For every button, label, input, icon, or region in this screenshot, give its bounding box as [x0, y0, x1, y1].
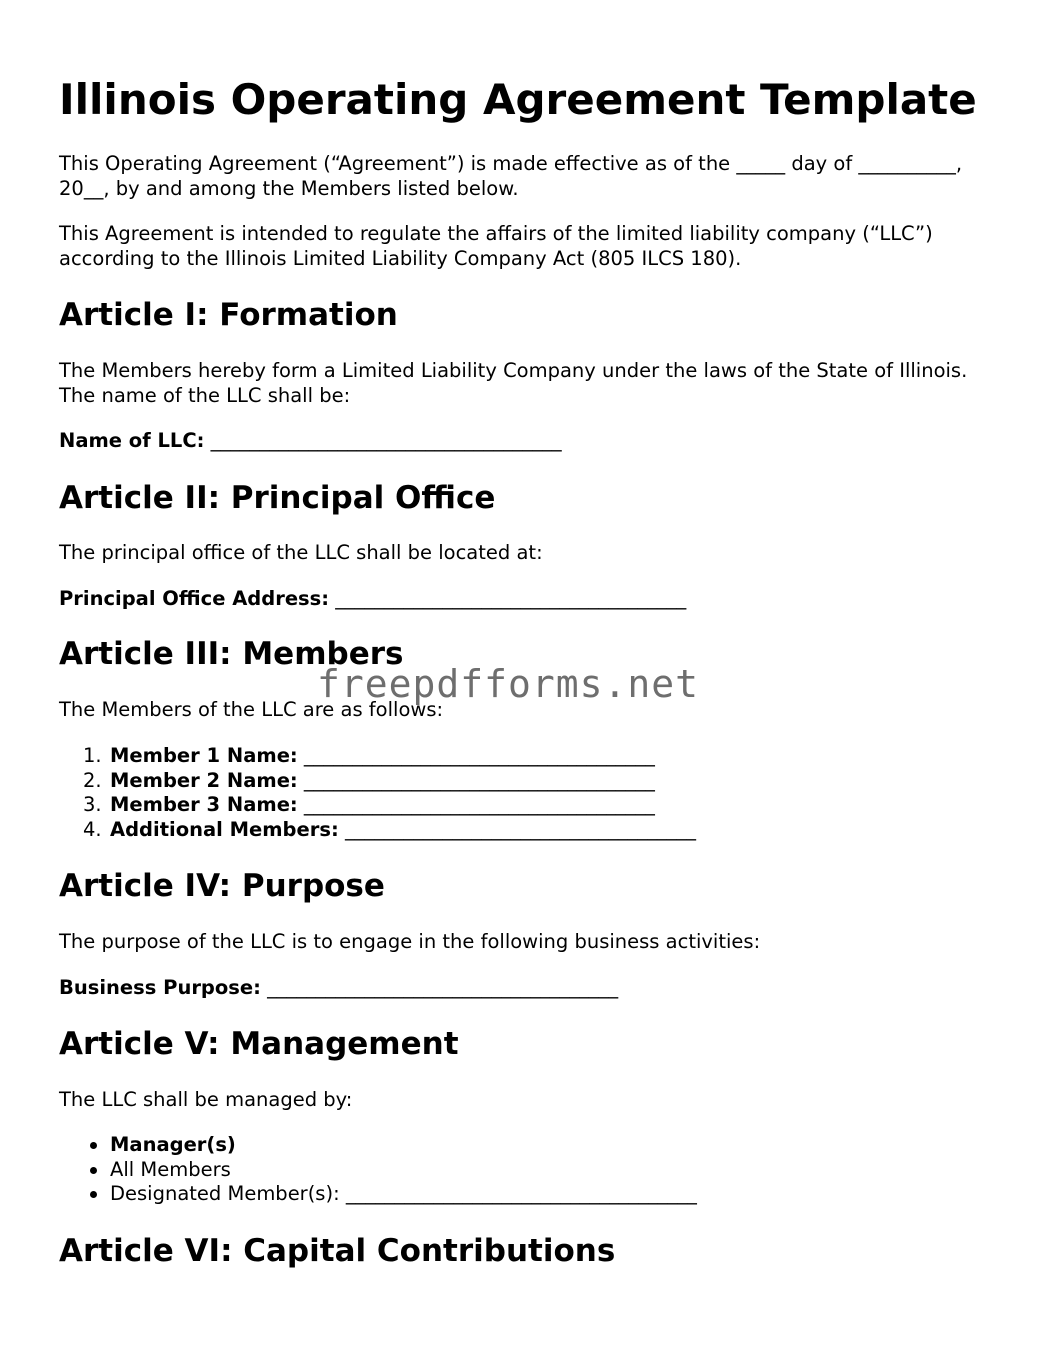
- article-2-text: The principal office of the LLC shall be located at:: [59, 541, 543, 564]
- llc-name-label: Name of LLC:: [59, 429, 205, 452]
- article-3-text: The Members of the LLC are as follows:: [59, 698, 444, 721]
- list-item: [59, 744, 989, 769]
- list-item-number: 3.: [83, 793, 102, 816]
- bullet-icon: [90, 1167, 97, 1174]
- article-5-text: The LLC shall be managed by:: [59, 1088, 353, 1111]
- bullet-icon: [90, 1142, 97, 1149]
- list-item-number: 2.: [83, 768, 102, 792]
- intro-paragraph-purpose: This Agreement is intended to regulate the affairs of the limited liability company (“LLC”) according to the Illinois Limited Liability Company Act (805 ILCS 180).: [59, 222, 933, 270]
- watermark-text: freepdfforms.net: [317, 662, 700, 706]
- business-purpose-blank: ____________________________________: [260, 976, 619, 999]
- members-list: [59, 744, 989, 842]
- member-blank: ____________________________________: [297, 768, 655, 792]
- member-blank: ____________________________________: [338, 817, 696, 841]
- document-title: Illinois Operating Agreement Template: [59, 75, 977, 124]
- business-purpose-field: [59, 976, 989, 1001]
- article-6-heading: Article VI: Capital Contributions: [59, 1233, 616, 1269]
- list-item: [59, 818, 989, 843]
- designated-member-blank: ____________________________________: [339, 1182, 697, 1205]
- list-item-number: 1.: [83, 744, 102, 767]
- article-1-text: The Members hereby form a Limited Liability Company under the laws of the State of Illinois. The name of the LLC shall be:: [59, 359, 968, 407]
- member-label: Additional Members:: [110, 817, 339, 841]
- member-blank: ____________________________________: [297, 793, 655, 816]
- management-option-label: All Members: [110, 1157, 231, 1181]
- llc-name-field: [59, 429, 989, 454]
- list-item: [59, 793, 989, 818]
- business-purpose-label: Business Purpose:: [59, 976, 261, 999]
- management-option-label: Manager(s): [110, 1133, 236, 1156]
- list-item-number: 4.: [83, 817, 102, 841]
- principal-office-label: Principal Office Address:: [59, 587, 330, 610]
- article-4-text: The purpose of the LLC is to engage in the following business activities:: [59, 930, 761, 953]
- principal-office-blank: ____________________________________: [329, 587, 687, 610]
- bullet-icon: [90, 1191, 97, 1198]
- article-3-heading: Article III: Members: [59, 636, 404, 672]
- member-blank: ____________________________________: [297, 744, 655, 767]
- management-option-label: Designated Member(s):: [110, 1182, 340, 1205]
- member-label: Member 3 Name:: [110, 793, 298, 816]
- list-item: [59, 1182, 989, 1207]
- llc-name-blank: ____________________________________: [204, 429, 562, 452]
- list-item: [59, 1133, 989, 1158]
- article-5-heading: Article V: Management: [59, 1026, 459, 1062]
- member-label: Member 2 Name:: [110, 768, 298, 792]
- principal-office-field: [59, 587, 989, 612]
- management-options-list: [59, 1133, 989, 1207]
- list-item: [59, 1158, 989, 1183]
- article-2-heading: Article II: Principal Office: [59, 480, 496, 516]
- list-item: [59, 769, 989, 794]
- article-4-heading: Article IV: Purpose: [59, 868, 385, 904]
- intro-paragraph-effective-date: This Operating Agreement (“Agreement”) is made effective as of the _____ day of __________, 20__, by and among the Members listed below.: [59, 152, 963, 200]
- member-label: Member 1 Name:: [110, 744, 298, 767]
- article-1-heading: Article I: Formation: [59, 297, 398, 333]
